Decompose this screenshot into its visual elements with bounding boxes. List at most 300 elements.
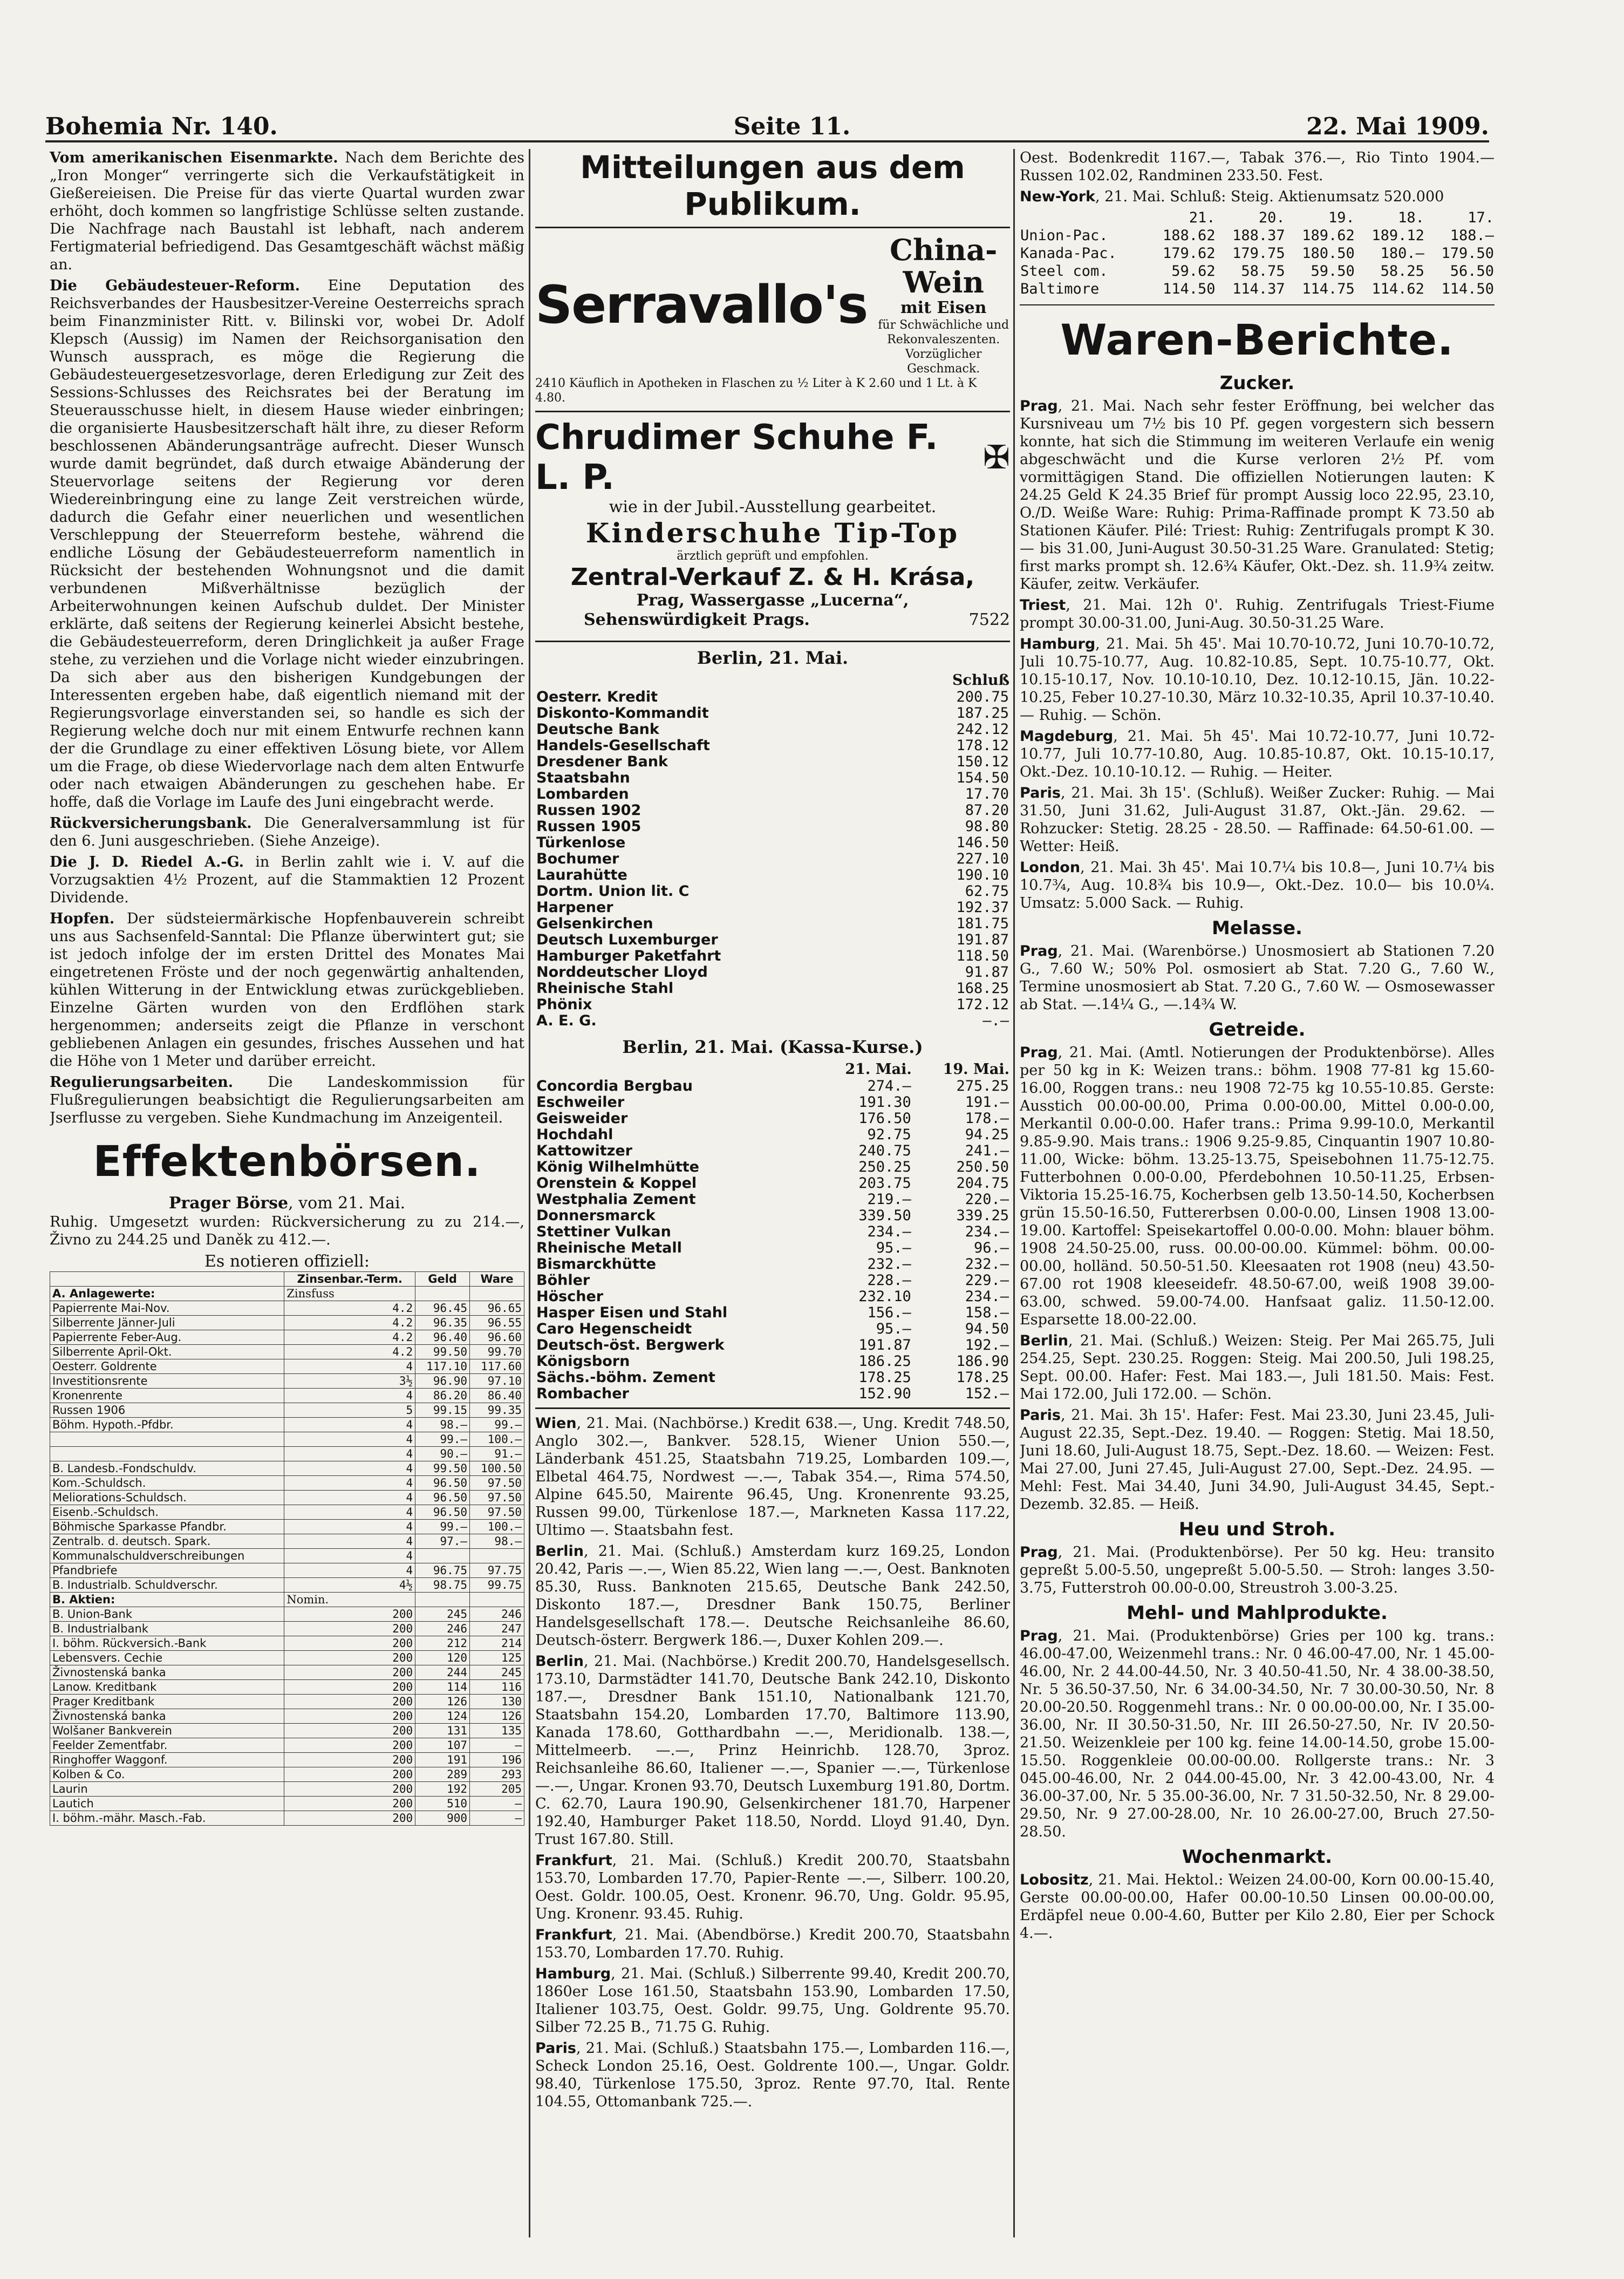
article (50, 149, 524, 274)
table-cell: 99.75 (470, 1578, 524, 1593)
table-cell: 99.— (470, 1418, 524, 1432)
stock-name: Deutsche Bank (536, 721, 659, 738)
chrudimer-code: 7522 (968, 610, 1010, 629)
table-cell: 99.— (415, 1520, 470, 1534)
table-row (50, 1476, 524, 1491)
table-row (50, 1520, 524, 1534)
stock-value: 178.25 (858, 1369, 911, 1386)
table-cell: 117.60 (470, 1359, 524, 1374)
report-text: , 21. Mai. 12h 0'. Ruhig. Zentrifugals Triest-Fiume prompt 30.00-31.00, Juni-Aug. 30.50-31.25 Ware. (1020, 597, 1495, 631)
table-cell: 96.90 (415, 1374, 470, 1389)
serravallo-kauflich-text: Käuflich in Apotheken in Flaschen zu ½ Liter à K 2.60 und 1 Lt. à K 4.80. (535, 377, 977, 405)
stock-value: 227.10 (956, 851, 1009, 867)
stock-value: 220.— (965, 1191, 1009, 1208)
chrudimer-title-row (535, 418, 1010, 498)
stock-name: Russen 1905 (536, 818, 642, 835)
table-cell: Silberrente April-Okt. (50, 1345, 284, 1359)
stock-value: 191.30 (858, 1094, 911, 1111)
table-row (50, 1680, 524, 1695)
table-row (50, 1724, 524, 1738)
table-cell: 200 (284, 1709, 415, 1724)
table-row (535, 835, 1010, 851)
col3-sections (1020, 372, 1495, 1942)
stock-name: Handels-Gesellschaft (536, 737, 710, 754)
effekten-title: Effektenbörsen. (93, 1138, 481, 1186)
table-row (50, 1432, 524, 1447)
article-head: Hopfen. (50, 910, 115, 927)
report-text: , 21. Mai. 3h 45'. Mai 10.7¼ bis 10.8—, Juni 10.7¼ bis 10.7¾, Aug. 10.8¾ bis 10.9—, Okt.-Dez. 10.0— bis 10.0¼. Umsatz: 5.000 Sack. — Ruhig. (1020, 859, 1495, 911)
report-city: Paris (1020, 785, 1061, 801)
ny-date: 19. (1328, 209, 1355, 226)
report-city: Prag (1020, 398, 1058, 414)
chrudimer-aerztlich: ärztlich geprüft und empfohlen. (677, 549, 869, 563)
table-row (535, 1013, 1010, 1029)
table-cell: Baltimore (1020, 281, 1100, 297)
report-text: , 21. Mai. (Schluß.) Kredit 200.70, Staatsbahn 153.70, Lombarden 17.70, Papier-Rente —.—, Silberr. 100.20, Oest. Goldr. 100.05, Oest. Kronenr. 96.70, Ung. Goldr. 95.95, Ung. Kronenr. 93.45. Ruhig. (535, 1852, 1010, 1922)
article-head: Die J. D. Riedel A.-G. (50, 854, 244, 870)
report-city: Paris (535, 2040, 576, 2057)
stock-name: Lombarden (536, 786, 629, 802)
market-report (535, 1414, 1010, 1539)
table-cell: 131 (415, 1724, 470, 1738)
table-cell: 96.50 (415, 1476, 470, 1491)
table-row (50, 1767, 524, 1782)
article (50, 814, 524, 850)
stock-value: 275.25 (956, 1078, 1009, 1094)
table-cell: 100.— (470, 1520, 524, 1534)
table-cell: 125 (470, 1651, 524, 1665)
serravallo-details (877, 234, 1010, 376)
table-cell: Papierrente Feber-Aug. (50, 1330, 284, 1345)
stock-name: Rheinische Stahl (536, 980, 674, 997)
table-cell: Ringhoffer Waggonf. (50, 1753, 284, 1767)
table-cell: 96.55 (470, 1316, 524, 1330)
table-row (535, 1370, 1010, 1386)
section-title: Zucker. (1219, 372, 1295, 394)
market-report (1020, 1871, 1495, 1942)
ptable-section-label: B. Aktien: (50, 1593, 284, 1607)
table-cell: B. Landesb.-Fondschuldv. (50, 1461, 284, 1476)
header-issue: Bohemia Nr. 140. (45, 113, 278, 140)
table-cell: Feelder Zementfabr. (50, 1738, 284, 1753)
section-title: Getreide. (1209, 1019, 1306, 1040)
market-report (1020, 784, 1495, 855)
stock-value: 232.10 (858, 1288, 911, 1305)
report-city: Paris (1020, 1407, 1061, 1424)
table-cell: 90.— (415, 1447, 470, 1461)
table-cell: 289 (415, 1767, 470, 1782)
table-cell: Böhmische Sparkasse Pfandbr. (50, 1520, 284, 1534)
table-cell: 4 (284, 1432, 415, 1447)
stock-value: 240.75 (858, 1142, 911, 1159)
table-cell: Lautich (50, 1797, 284, 1811)
report-city: Magdeburg (1020, 728, 1114, 745)
serravallo-name: Serravallo's (535, 275, 868, 335)
table-cell: 188.62 (1163, 227, 1216, 244)
table-cell: 100.— (470, 1432, 524, 1447)
table-cell: 97.50 (470, 1491, 524, 1505)
report-text: , 21. Mai. 3h 15'. Hafer: Fest. Mai 23.30, Juni 23.45, Juli-August 22.35, Sept.-Dez. 19.40. — Roggen: Stetig. Mai 18.50, Juni 18.60, Juli-August 18.75, Sept.-Dez. 18.60. — Weizen: Fest. Mai 27.00, Juni 27.45, Juli-August 27.00, Sept.-Dez. 24.95. — Mehl: Fest. Mai 34.40, Juni 34.90, Juli-August 34.45, Sept.-Dezemb. 32.85. — Heiß. (1020, 1407, 1495, 1513)
stock-value: 232.— (965, 1256, 1009, 1273)
newyork-city: New-York (1020, 188, 1095, 205)
stock-value: 228.— (867, 1272, 911, 1289)
stock-value: 94.50 (965, 1321, 1009, 1337)
article-head: Rückversicherungsbank. (50, 815, 252, 832)
stock-name: Russen 1902 (536, 802, 642, 819)
table-cell: 4 (284, 1491, 415, 1505)
table-cell: 126 (415, 1695, 470, 1709)
stock-value: 176.50 (858, 1110, 911, 1127)
table-row (50, 1330, 524, 1345)
stock-name: Diskonto-Kommandit (536, 705, 709, 722)
table-cell: — (470, 1797, 524, 1811)
stock-value: 91.87 (965, 964, 1009, 981)
table-cell: 99.— (415, 1432, 470, 1447)
page-header (45, 103, 1489, 142)
table-cell: 180.— (1380, 245, 1424, 262)
article (50, 277, 524, 811)
section-title: Melasse. (1212, 917, 1302, 939)
table-row (535, 1224, 1010, 1240)
table-cell: 114 (415, 1680, 470, 1695)
table-cell: Meliorations-Schuldsch. (50, 1491, 284, 1505)
market-report (1020, 635, 1495, 724)
table-row (50, 1505, 524, 1520)
article (50, 1073, 524, 1127)
table-cell: 200 (284, 1738, 415, 1753)
table-cell: 126 (470, 1709, 524, 1724)
table-cell: 99.70 (470, 1345, 524, 1359)
table-row (535, 786, 1010, 802)
table-cell: Russen 1906 (50, 1403, 284, 1418)
table-cell: 99.15 (415, 1403, 470, 1418)
table-row (535, 1353, 1010, 1370)
stock-name: König Wilhelmhütte (536, 1159, 699, 1175)
table-cell: 107 (415, 1738, 470, 1753)
table-row (50, 1301, 524, 1316)
table-row (535, 916, 1010, 932)
table-cell (415, 1549, 470, 1563)
ptable-section-row (50, 1287, 524, 1301)
table-row (50, 1549, 524, 1563)
table-row (535, 1143, 1010, 1159)
table-row (535, 1094, 1010, 1111)
table-row (1020, 227, 1495, 244)
table-row (535, 1337, 1010, 1353)
stock-value: 95.— (876, 1321, 911, 1337)
table-cell: 4.2 (284, 1301, 415, 1316)
stock-name: Dresdener Bank (536, 753, 668, 770)
table-cell: Investitionsrente (50, 1374, 284, 1389)
market-report (1020, 1406, 1495, 1513)
table-cell: 4 (284, 1476, 415, 1491)
report-text: , 21. Mai. (Produktenbörse). Per 50 kg. Heu: transito gepreßt 5.00-5.50, ungepreßt 5.00-5.50. — Stroh: langes 3.50-3.75, Futterstroh 00.00-0.00, Streustroh 3.00-3.25. (1020, 1544, 1495, 1596)
stock-name: Rheinische Metall (536, 1240, 682, 1256)
article (50, 853, 524, 907)
ptable-cell (470, 1287, 524, 1301)
table-row (50, 1782, 524, 1797)
table-cell: 98.— (415, 1418, 470, 1432)
table-row (535, 1078, 1010, 1094)
stock-value: 229.— (965, 1272, 1009, 1289)
table-row (50, 1578, 524, 1593)
report-city: Berlin (535, 1543, 584, 1560)
stock-name: Caro Hegenscheidt (536, 1321, 692, 1337)
table-row (50, 1811, 524, 1826)
table-cell: 245 (470, 1665, 524, 1680)
table-row (535, 754, 1010, 770)
serravallo-for: für Schwächliche und Rekonvaleszenten. (878, 318, 1009, 346)
stock-value: 250.25 (858, 1159, 911, 1175)
table-cell: 3½ (284, 1374, 415, 1389)
section-title: Wochenmarkt. (1182, 1846, 1333, 1868)
report-city: London (1020, 859, 1081, 876)
chrudimer-ad (535, 411, 1010, 635)
newyork-head (1020, 188, 1495, 206)
table-row (50, 1607, 524, 1622)
report-city: Prag (1020, 943, 1058, 960)
table-cell: 58.75 (1241, 263, 1285, 280)
table-row (535, 1111, 1010, 1127)
berlin2-table (535, 1060, 1010, 1402)
stock-value: 191.87 (858, 1337, 911, 1353)
stock-name: Königsborn (536, 1353, 630, 1370)
report-text: , 21. Mai. (Schluß.) Amsterdam kurz 169.25, London 20.42, Paris —.—, Wien 85.22, Wien lang —.—, Oest. Banknoten 85.30, Russ. Banknoten 215.65, Deutsche Bank 242.50, Diskonto 187.—, Dresdner Bank 150.75, Berliner Handelsgesellschaft 178.—. Deutsche Reichsanleihe 86.60, Deutsch-österr. Bergwerk 186.—, Duxer Kohlen 209.—. (535, 1543, 1010, 1649)
stock-name: Staatsbahn (536, 770, 630, 786)
table-row (535, 689, 1010, 705)
report-text: , 21. Mai. (Schluß.) Weizen: Steig. Per Mai 265.75, Juli 254.25, Sept. 230.25. Roggen: Steig. Mai 200.50, Juli 198.25, Sept. 00.00. Hafer: Fest. Mai 183.—, Juli 181.50. Mais: Fest. Mai 172.00, Juli 172.00. — Schön. (1020, 1332, 1495, 1403)
table-cell: 200 (284, 1724, 415, 1738)
stock-value: —.— (982, 1012, 1009, 1029)
stock-value: 158.— (965, 1304, 1009, 1321)
table-row (50, 1709, 524, 1724)
table-cell: I. böhm.-mähr. Masch.-Fab. (50, 1811, 284, 1826)
report-city: Berlin (1020, 1332, 1068, 1349)
stock-name: Hochdahl (536, 1126, 613, 1143)
table-cell: 293 (470, 1767, 524, 1782)
table-cell: 245 (415, 1607, 470, 1622)
stock-value: 204.75 (956, 1175, 1009, 1192)
table-row (535, 1289, 1010, 1305)
market-report (1020, 1627, 1495, 1841)
berlin1-table (535, 671, 1010, 1029)
report-city: Prag (1020, 1044, 1058, 1061)
table-cell: 59.62 (1171, 263, 1216, 280)
report-text: , 21. Mai. (Nachbörse.) Kredit 638.—, Ung. Kredit 748.50, Anglo 302.—, Bankver. 528.15, Wiener Union 550.—, Länderbank 451.25, Staatsbahn 719.25, Lombarden 109.—, Elbetal 464.75, Nordwest —.—, Tabak 354.—, Rima 574.50, Alpine 645.50, Mairente 96.45, Ung. Kronenrente 93.25, Russen 99.00, Türkenlose 187.—, Markneten Kassa 117.22, Ultimo —. Staatsbahn fest. (535, 1415, 1010, 1539)
table-cell (50, 1447, 284, 1461)
stock-value: 203.75 (858, 1175, 911, 1192)
table-row (50, 1797, 524, 1811)
table-cell: 96.35 (415, 1316, 470, 1330)
table-cell: 188.37 (1232, 227, 1285, 244)
table-cell: 117.10 (415, 1359, 470, 1374)
table-cell: 4.2 (284, 1330, 415, 1345)
ptable-header (50, 1272, 524, 1287)
table-row (50, 1738, 524, 1753)
report-text: , 21. Mai. (Amtl. Notierungen der Produktenbörse). Alles per 50 kg in K: Weizen trans.: böhm. 1908 77-81 kg 15.60-16.00, Roggen trans.: neu 1908 72-75 kg 10.55-10.85. Gerste: Ausstich 00.00-00.00, Prima 0.00-00.00, Mittel 0.00-0.00, Merkantil 0.00-0.00. Hafer trans.: Prima 9.99-10.0, Merkantil 9.85-9.90. Mais trans.: 1906 9.25-9.85, Cinquantin 1907 10.80-11.00, Wicke: böhm. 13.25-13.75, Speisebohnen 11.75-12.75. Futterbohnen 0.00-0.00, Pferdebohnen 10.50-11.25, Erbsen-Viktoria 15.25-16.75, Kocherbsen gelb 13.50-14.50, Kocherbsen grün 15.50-16.50, Futtererbsen 0.00-0.00, Linsen 1908 13.00-19.00. Kartoffel: Speisekartoffel 0.00-0.00. Mohn: blauer böhm. 1908 24.50-25.00, russ. 00.00-00.00. Kümmel: böhm. 00.00-00.00, holländ. 50.50-51.50. Kleesaaten rot 1908 (neu) 43.50-67.00 rot 1908 kleeseidefr. 48.50-67.00, weiß 1908 39.00-63.00, schwed. 59.00-74.00. Hanfsaat galiz. 11.50-12.00. Esparsette 18.00-22.00. (1020, 1044, 1495, 1328)
table-row (1020, 244, 1495, 262)
column-3 (1020, 149, 1495, 2237)
ptable-cell (470, 1593, 524, 1607)
prager-boerse-date: , vom 21. Mai. (288, 1194, 406, 1213)
table-row (50, 1491, 524, 1505)
table-cell: 114.75 (1302, 281, 1355, 297)
waren-title: Waren-Berichte. (1060, 316, 1454, 365)
stock-name: Oesterr. Kredit (536, 689, 658, 705)
table-cell: 200 (284, 1651, 415, 1665)
stock-value: 152.— (965, 1385, 1009, 1402)
table-cell: 214 (470, 1636, 524, 1651)
table-row (535, 1192, 1010, 1208)
stock-value: 186.90 (956, 1353, 1009, 1370)
table-cell: 4 (284, 1505, 415, 1520)
report-text: , 21. Mai. (Abendbörse.) Kredit 200.70, Staatsbahn 153.70, Lombarden 17.70. Ruhig. (535, 1927, 1010, 1961)
table-row (535, 1305, 1010, 1321)
ptable-section-row (50, 1593, 524, 1607)
table-cell: B. Industrialbank (50, 1622, 284, 1636)
report-text: , 21. Mai. 5h 45'. Mai 10.72-10.77, Juni 10.72-10.77, Juli 10.77-10.80, Aug. 10.85-10.87, Okt. 10.15-10.17, Okt.-Dez. 10.10-10.12. — Ruhig. — Heiter. (1020, 728, 1495, 780)
report-text: , 21. Mai. (Produktenbörse) Gries per 100 kg. trans.: 46.00-47.00, Weizenmehl trans.: Nr. 0 46.00-47.00, Nr. 1 45.00-46.00, Nr. 2 44.00-44.50, Nr. 3 40.50-41.50, Nr. 4 38.00-38.50, Nr. 5 36.50-37.50, Nr. 6 34.00-34.50, Nr. 7 30.00-30.50, Nr. 8 20.00-20.50. Roggenmehl trans.: Nr. 0 00.00-00.00, Nr. I 35.00-36.00, Nr. II 30.50-31.50, Nr. III 26.50-27.50, Nr. IV 20.50-21.50. Weizenkleie per 100 kg. feine 14.00-14.50, grobe 15.00-15.50. Roggenkleie 00.00-00.00. Rollgerste trans.: Nr. 3 045.00-46.00, Nr. 2 044.00-45.00, Nr. 3 42.00-43.00, Nr. 4 36.00-37.00, Nr. 5 35.00-36.00, Nr. 7 31.50-32.50, Nr. 8 29.00-29.50, Nr. 9 27.00-28.00, Nr. 10 26.00-27.00, Bruch 27.50-28.50. (1020, 1628, 1495, 1840)
market-report (1020, 859, 1495, 912)
table-cell (470, 1549, 524, 1563)
ptable-section-label: A. Anlagewerte: (50, 1287, 284, 1301)
table-cell: 91.— (470, 1447, 524, 1461)
ny-date: 21. (1189, 209, 1216, 226)
table-row (535, 883, 1010, 900)
table-cell: Wolšaner Bankverein (50, 1724, 284, 1738)
table-cell: 114.62 (1371, 281, 1424, 297)
table-cell: 96.60 (470, 1330, 524, 1345)
table-cell: I. böhm. Rückversich.-Bank (50, 1636, 284, 1651)
stock-name: Bochumer (536, 851, 619, 867)
stock-value: 172.12 (956, 996, 1009, 1013)
table-cell: 99.50 (415, 1461, 470, 1476)
table-row (535, 738, 1010, 754)
stock-value: 62.75 (965, 883, 1009, 900)
market-report (1020, 397, 1495, 593)
table-cell: 200 (284, 1695, 415, 1709)
newyork-table (1020, 209, 1495, 298)
stock-name: Geisweider (536, 1110, 628, 1127)
article-text: Der südsteiermärkische Hopfenbauverein schreibt uns aus Sachsenfeld-Sanntal: Die Pflanze überwintert gut; sie ist jedoch infolge der im ersten Drittel des Monates Mai eingetretenen Fröste und der noch gegenwärtig anhaltenden, kühlen Witterung in der Entwicklung etwas zurückgeblieben. Einzelne Gärten wurden von den Erdflöhen stark hergenommen; anderseits zeigt die Pflanze in verschont gebliebenen Anlagen ein gesundes, frisches Aussehen und hat die Höhe von 1 Meter und darüber erreicht. (50, 910, 524, 1070)
table-cell: Union-Pac. (1020, 227, 1108, 244)
table-cell (50, 1432, 284, 1447)
stock-name: Bismarckhütte (536, 1256, 657, 1273)
report-city: Hamburg (535, 1965, 611, 1982)
stock-name: Türkenlose (536, 834, 626, 851)
col3-top: Oest. Bodenkredit 1167.—, Tabak 376.—, Rio Tinto 1904.— Russen 102.02, Randminen 233.50. Fest. (1020, 149, 1495, 184)
table-cell: 4 (284, 1520, 415, 1534)
stock-value: 187.25 (956, 705, 1009, 722)
stock-name: Harpener (536, 899, 613, 916)
table-row (50, 1636, 524, 1651)
table-row (535, 1175, 1010, 1192)
ny-date: 20. (1258, 209, 1285, 226)
report-city: Frankfurt (535, 1852, 612, 1869)
table-row (535, 1256, 1010, 1273)
table-cell: Lanow. Kreditbank (50, 1680, 284, 1695)
stock-value: 178.25 (956, 1369, 1009, 1386)
table-row (50, 1345, 524, 1359)
report-city: Hamburg (1020, 636, 1096, 652)
table-cell: 200 (284, 1607, 415, 1622)
chrudimer-sehens: Sehenswürdigkeit Prags. (584, 610, 810, 629)
table-cell: 192 (415, 1782, 470, 1797)
table-cell: 130 (470, 1695, 524, 1709)
newyork-body (1020, 227, 1495, 298)
table-cell: 4.2 (284, 1345, 415, 1359)
table-cell: 4 (284, 1359, 415, 1374)
stock-value: 186.25 (858, 1353, 911, 1370)
table-cell: Kolben & Co. (50, 1767, 284, 1782)
stock-value: 191.— (965, 1094, 1009, 1111)
stock-value: 92.75 (867, 1126, 911, 1143)
table-cell: 4 (284, 1534, 415, 1549)
table-cell: Papierrente Mai-Nov. (50, 1301, 284, 1316)
report-text: , 21. Mai. Nach sehr fester Eröffnung, bei welcher das Kursniveau um 7½ bis 10 Pf. gegen vorgestern sich bessern konnte, hat sich die Stimmung im weiteren Verlaufe ein wenig abgeschwächt und die Kurse verloren 2½ Pf. vom vormittägigen Stand. Die offiziellen Notierungen lauten: K 24.25 Geld K 24.35 Brief für prompt Aussig loco 22.95, 23.10, O./D. Weiße Ware: Ruhig: Prima-Raffinade prompt K 73.50 ab Stationen Käufer. Pilé: Triest: Ruhig: Zentrifugals prompt K 30.— bis 31.00, Juni-August 30.50-31.25 Ware. Granulated: Stetig; first marks prompt sh. 12.6¾ Käufer, Okt.-Dez. sh. 11.9¾ zeitw. Käufer, zeitw. Verkäufer. (1020, 398, 1495, 593)
table-row (535, 1159, 1010, 1175)
header-date: 22. Mai 1909. (1306, 113, 1489, 140)
stock-name: Hamburger Paketfahrt (536, 948, 721, 964)
chrudimer-ausstellung: wie in der Jubil.-Ausstellung gearbeitet. (609, 498, 937, 516)
table-cell: 96.50 (415, 1505, 470, 1520)
table-cell: Živnostenská banka (50, 1709, 284, 1724)
report-text: , 21. Mai. 3h 15'. (Schluß). Weißer Zucker: Ruhig. — Mai 31.50, Juni 31.62, Juli-August 31.87, Okt.-Jän. 29.62. — Rohzucker: Stetig. 28.25 - 28.50. — Raffinade: 64.50-61.00. — Wetter: Heiß. (1020, 785, 1495, 855)
table-cell: 135 (470, 1724, 524, 1738)
market-report (535, 1652, 1010, 1848)
market-report (1020, 942, 1495, 1013)
table-cell: Oesterr. Goldrente (50, 1359, 284, 1374)
article-head: Vom amerikanischen Eisenmarkte. (50, 149, 338, 166)
serravallo-kauflich (535, 376, 1010, 405)
table-cell: 191 (415, 1753, 470, 1767)
table-cell: Kom.-Schuldsch. (50, 1476, 284, 1491)
table-cell: 97.75 (470, 1563, 524, 1578)
table-cell: 56.50 (1450, 263, 1494, 280)
table-cell: 98.75 (415, 1578, 470, 1593)
stock-name: Deutsch-öst. Bergwerk (536, 1337, 725, 1353)
section-title: Mehl- und Mahlprodukte. (1127, 1602, 1388, 1624)
table-cell: 114.50 (1441, 281, 1494, 297)
serravallo-mit: mit Eisen (900, 298, 987, 317)
table-cell: 244 (415, 1665, 470, 1680)
report-text: , 21. Mai. (Schluß.) Staatsbahn 175.—, Lombarden 116.—, Scheck London 25.16, Oest. Goldrente 100.—, Ungar. Goldr. 98.40, Türkenlose 175.50, 3proz. Rente 97.70, Ital. Rente 104.55, Ottomanbank 725.—. (535, 2040, 1010, 2110)
report-city: Lobositz (1020, 1872, 1089, 1888)
stock-value: 152.90 (858, 1385, 911, 1402)
table-cell: 4 (284, 1389, 415, 1403)
table-cell: 96.75 (415, 1563, 470, 1578)
column-rule-2 (1013, 149, 1015, 2237)
stock-value: 190.10 (956, 867, 1009, 883)
table-cell: Kommunalschuldverschreibungen (50, 1549, 284, 1563)
table-cell: 200 (284, 1680, 415, 1695)
report-text: , 21. Mai. Hektol.: Weizen 24.00-00, Korn 00.00-15.40, Gerste 00.00-00.00, Hafer 00.00-10.50 Linsen 00.00-00.00, Erdäpfel neue 0.00-4.60, Butter per Kilo 2.80, Eier per Schock 4.—. (1020, 1872, 1495, 1942)
report-city: Wien (535, 1415, 577, 1432)
berlin1-title: Berlin, 21. Mai. (697, 648, 849, 668)
prager-boerse-label: Prager Börse (168, 1194, 289, 1213)
eagle-icon: ✠ (982, 439, 1010, 477)
article-text: Die Landeskommission für Flußregulierungen beabsichtigt die Regulierungsarbeiten am Jserflusse zu vergeben. Siehe Kundmachung im Anzeigenteil. (50, 1074, 524, 1126)
berlin2-body (535, 1078, 1010, 1402)
column-2 (535, 149, 1010, 2237)
stock-value: 156.— (867, 1304, 911, 1321)
table-cell: 4 (284, 1461, 415, 1476)
report-city: Triest (1020, 597, 1066, 614)
stock-name: Dortm. Union lit. C (536, 883, 690, 900)
table-row (535, 867, 1010, 883)
divider (1020, 304, 1495, 305)
table-cell: B. Industrialb. Schuldverschr. (50, 1578, 284, 1593)
